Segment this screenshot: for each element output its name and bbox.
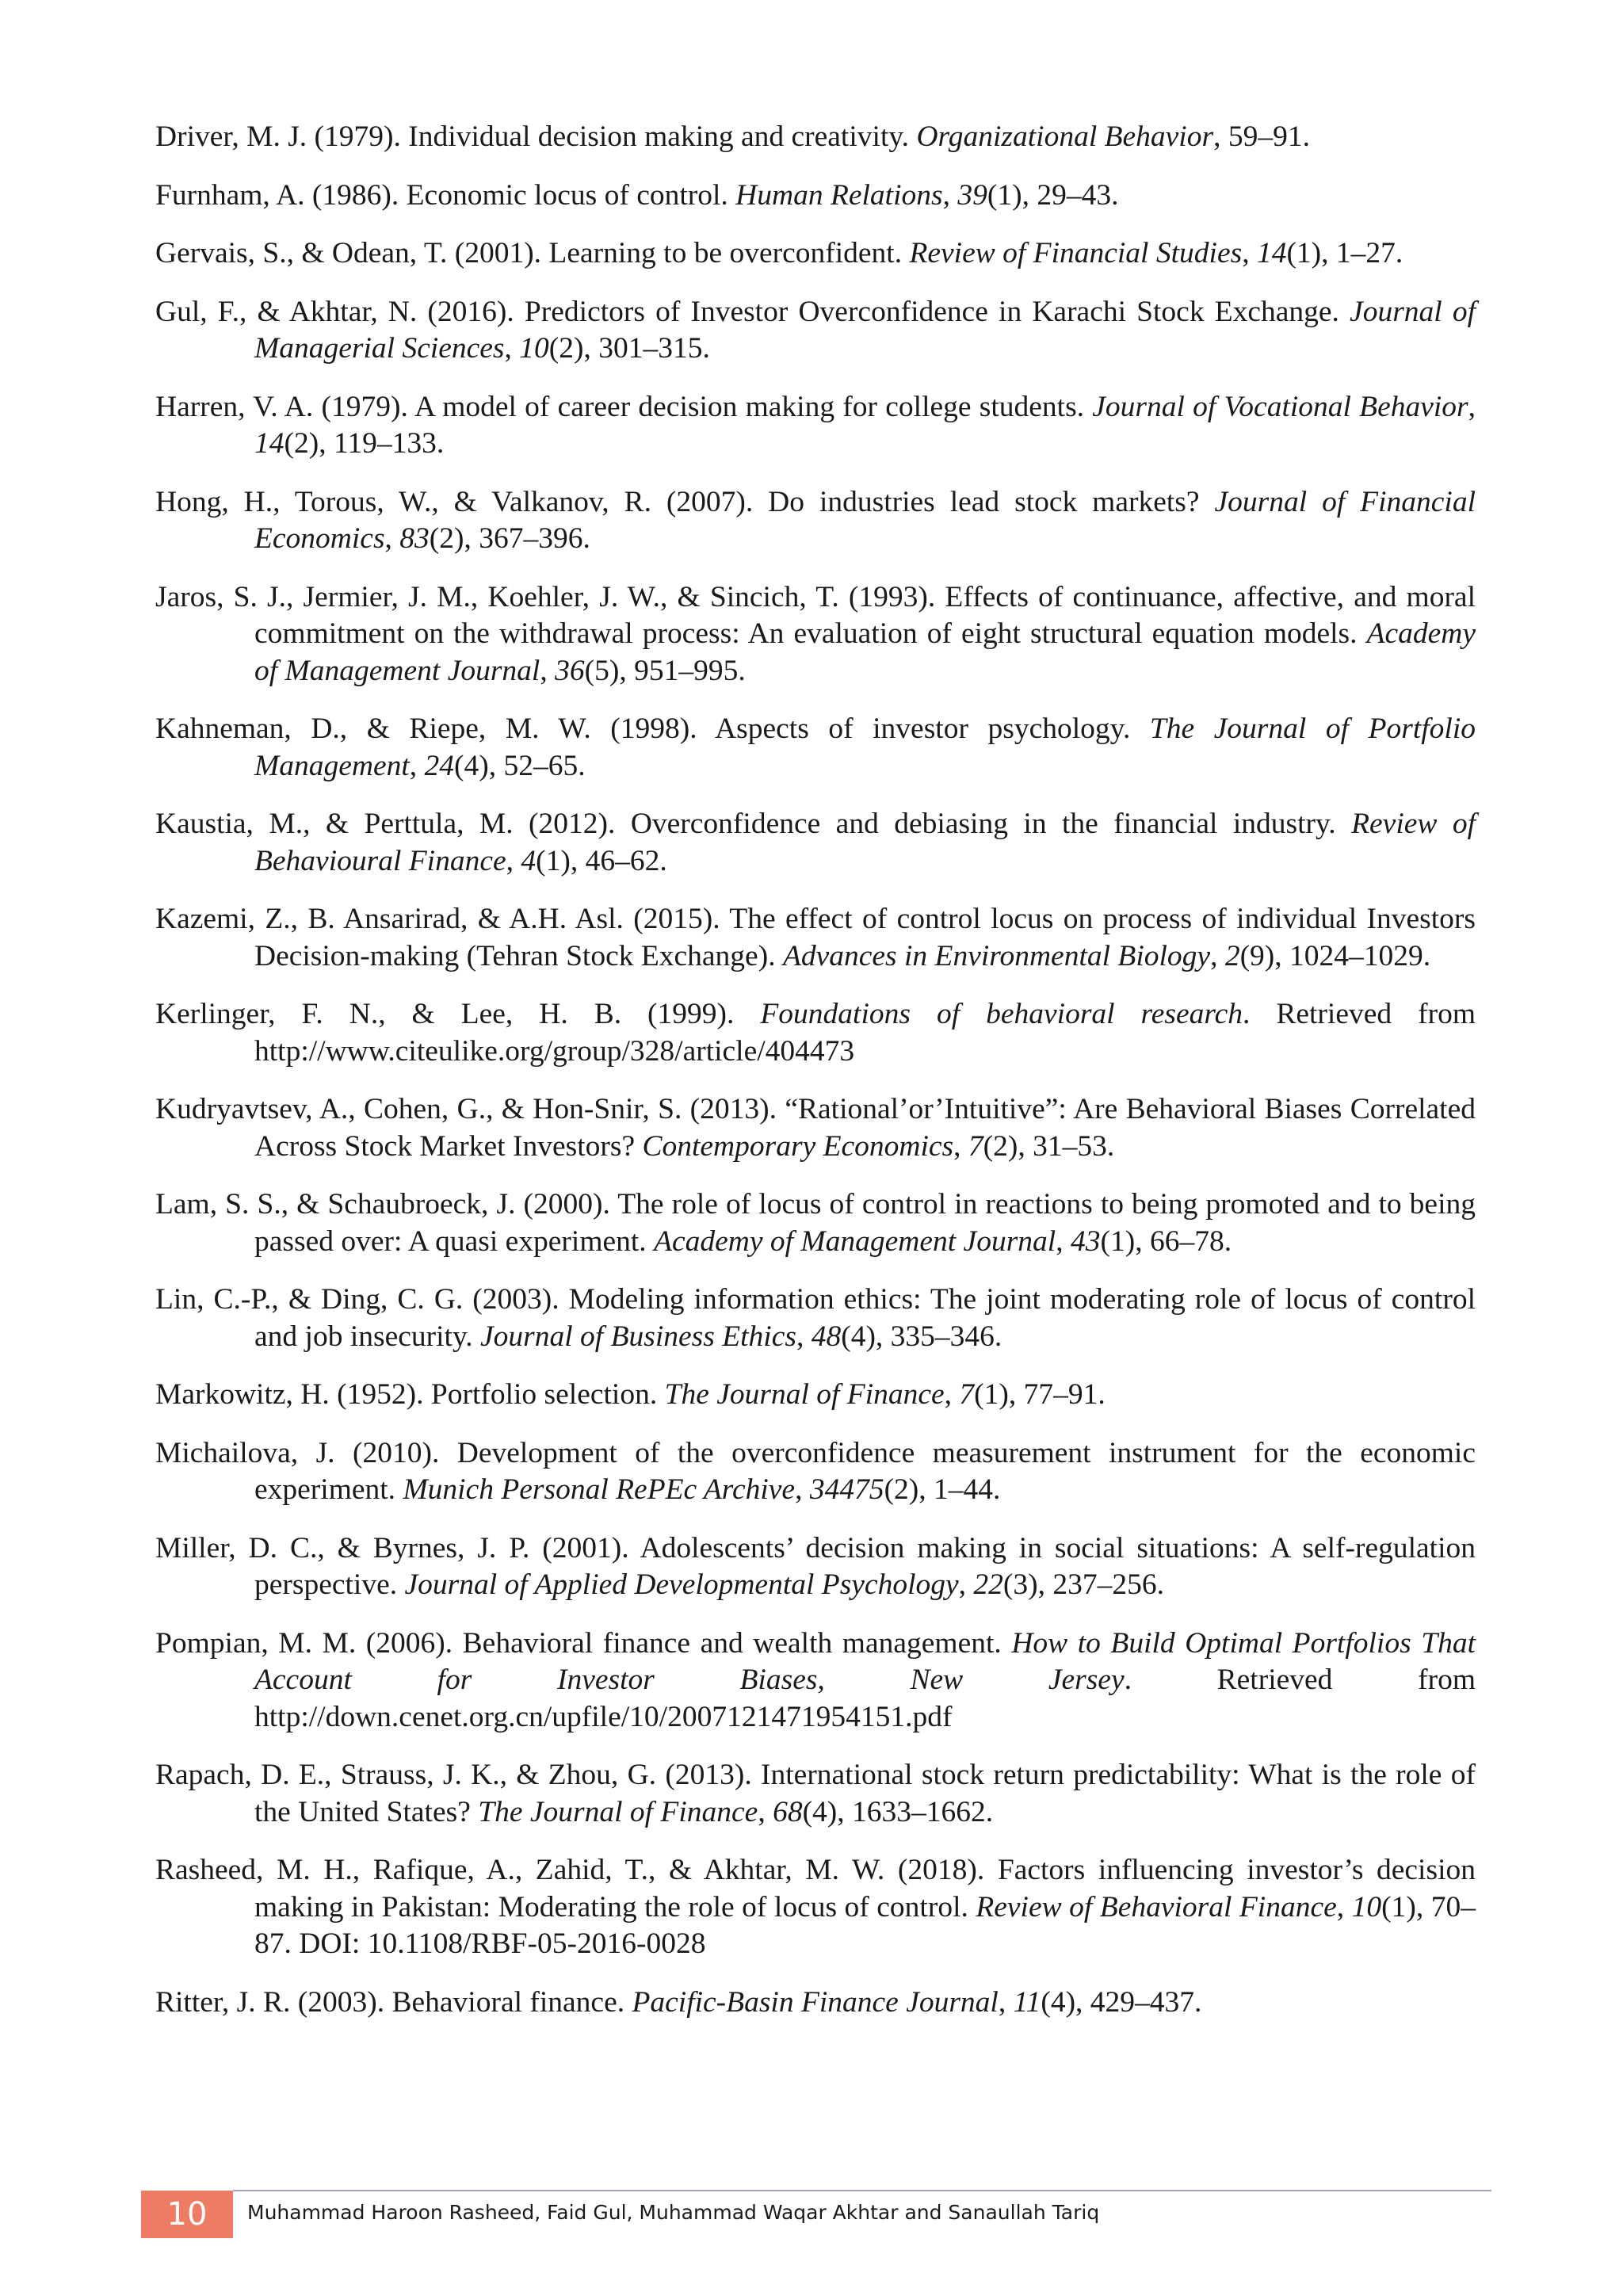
reference-item: Rapach, D. E., Strauss, J. K., & Zhou, G. (2013). International stock return predictability: What is the role of the United States? The Journal of Finance, 68(4), 1633–1662.	[155, 1759, 1476, 1828]
reference-item: Pompian, M. M. (2006). Behavioral finance and wealth management. How to Build Optimal Portfolios That Account for Investor Biases, New Jersey. Retrieved from http://down.cenet.org.cn/upfile/10/2007121471954151.pdf	[155, 1626, 1476, 1733]
reference-list	[155, 119, 1476, 2042]
footer-authors: Muhammad Haroon Rasheed, Faid Gul, Muhammad Waqar Akhtar and Sanaullah Tariq	[247, 2201, 1100, 2224]
footer-divider	[233, 2190, 1491, 2191]
reference-item: Ritter, J. R. (2003). Behavioral finance. Pacific-Basin Finance Journal, 11(4), 429–437.	[155, 1985, 1202, 2019]
reference-item: Kerlinger, F. N., & Lee, H. B. (1999). Foundations of behavioral research. Retrieved from http://www.citeulike.org/group/328/article/404473	[155, 998, 1476, 1068]
reference-item: Furnham, A. (1986). Economic locus of control. Human Relations, 39(1), 29–43.	[155, 178, 1119, 212]
reference-item: Kudryavtsev, A., Cohen, G., & Hon-Snir, S. (2013). “Rational’or’Intuitive”: Are Behavioral Biases Correlated Across Stock Market Investors? Contemporary Economics, 7(2), 31–53.	[155, 1093, 1476, 1163]
reference-item: Miller, D. C., & Byrnes, J. P. (2001). Adolescents’ decision making in social situations: A self-regulation perspective. Journal of Applied Developmental Psychology, 22(3), 237–256.	[155, 1531, 1476, 1601]
reference-item: Kaustia, M., & Perttula, M. (2012). Overconfidence and debiasing in the financial industry. Review of Behavioural Finance, 4(1), 46–62.	[155, 808, 1476, 877]
reference-item: Rasheed, M. H., Rafique, A., Zahid, T., & Akhtar, M. W. (2018). Factors influencing investor’s decision making in Pakistan: Moderating the role of locus of control. Review of Behavioral Finance, 10(1), 70–87. DOI: 10.1108/RBF-05-2016-0028	[155, 1854, 1476, 1960]
page-number: 10	[141, 2191, 233, 2238]
reference-item: Gervais, S., & Odean, T. (2001). Learning to be overconfident. Review of Financial Studies, 14(1), 1–27.	[155, 237, 1403, 269]
reference-item: Hong, H., Torous, W., & Valkanov, R. (2007). Do industries lead stock markets? Journal of Financial Economics, 83(2), 367–396.	[155, 485, 1476, 555]
reference-item: Lam, S. S., & Schaubroeck, J. (2000). The role of locus of control in reactions to being promoted and to being passed over: A quasi experiment. Academy of Management Journal, 43(1), 66–78.	[155, 1188, 1476, 1258]
reference-item: Markowitz, H. (1952). Portfolio selection. The Journal of Finance, 7(1), 77–91.	[155, 1378, 1106, 1411]
reference-item: Gul, F., & Akhtar, N. (2016). Predictors of Investor Overconfidence in Karachi Stock Exchange. Journal of Managerial Sciences, 10(2), 301–315.	[155, 295, 1476, 365]
reference-item: Jaros, S. J., Jermier, J. M., Koehler, J. W., & Sincich, T. (1993). Effects of continuance, affective, and moral commitment on the withdrawal process: An evaluation of eight structural equation models. Academy of Management Journal, 36(5), 951–995.	[155, 580, 1476, 687]
reference-item: Harren, V. A. (1979). A model of career decision making for college students. Journal of Vocational Behavior, 14(2), 119–133.	[155, 390, 1476, 460]
reference-item: Lin, C.-P., & Ding, C. G. (2003). Modeling information ethics: The joint moderating role of locus of control and job insecurity. Journal of Business Ethics, 48(4), 335–346.	[155, 1283, 1476, 1353]
reference-item: Michailova, J. (2010). Development of the overconfidence measurement instrument for the economic experiment. Munich Personal RePEc Archive, 34475(2), 1–44.	[155, 1436, 1476, 1506]
reference-item: Kazemi, Z., B. Ansarirad, & A.H. Asl. (2015). The effect of control locus on process of individual Investors Decision-making (Tehran Stock Exchange). Advances in Environmental Biology, 2(9), 1024–1029.	[155, 903, 1476, 972]
reference-item: Kahneman, D., & Riepe, M. W. (1998). Aspects of investor psychology. The Journal of Portfolio Management, 24(4), 52–65.	[155, 712, 1476, 782]
reference-item: Driver, M. J. (1979). Individual decision making and creativity. Organizational Behavior, 59–91.	[155, 120, 1310, 153]
